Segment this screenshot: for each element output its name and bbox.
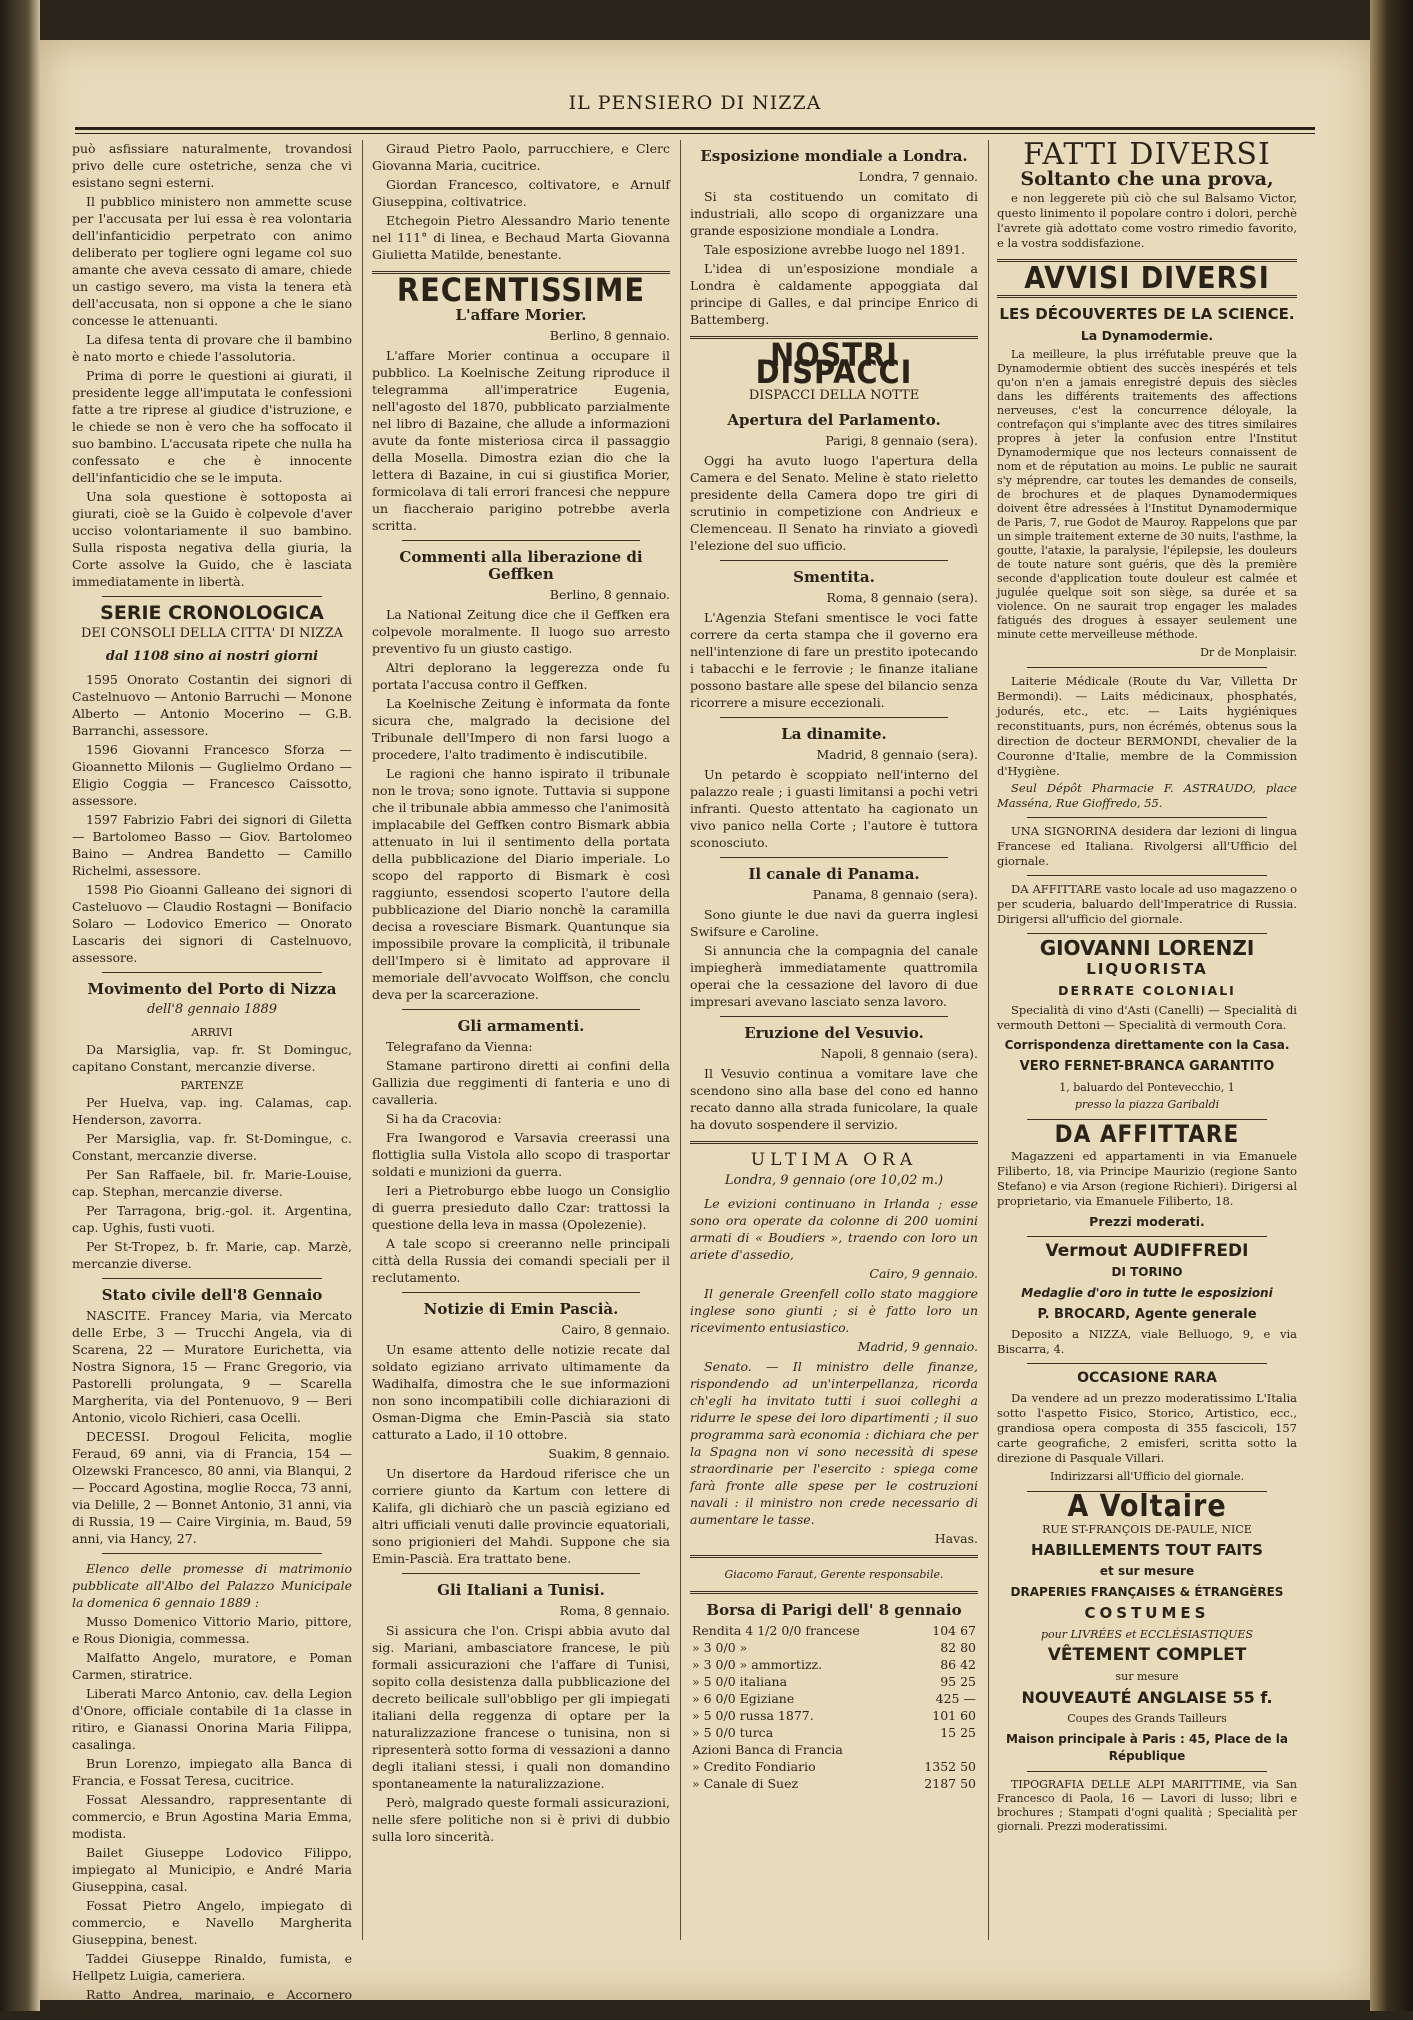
- article-text: Ieri a Pietroburgo ebbe luogo un Consiglio di guerra presieduto dallo Czar: trattossi la questione della leva in massa (Opolezenie).: [372, 1183, 670, 1232]
- table-row: [690, 1673, 978, 1690]
- list-item: Liberati Marco Antonio, cav. della Legion d'Onore, officiale contabile di 1a classe in ritiro, e Gianassi Onorina Maria Filippa, casalinga.: [72, 1686, 352, 1752]
- ad-subheading: La Dynamodermie.: [1080, 328, 1214, 343]
- table-cell: 2187 50: [924, 1776, 976, 1791]
- header-rule: [75, 127, 1315, 130]
- article-text: Prima di porre le questioni ai giurati, il presidente legge all'imputata le confessioni fatte a tre riprese al giudice d'istruzione, e le chiede se non è vero che ha soffocato il suo bambino. L'accusata ripete che nulla ha confessato e che è innocente dell'infanticidio che se le imputa.: [72, 368, 352, 485]
- list-item: Bailet Giuseppe Lodovico Filippo, impiegato al Municipio, e André Maria Giuseppina, casal.: [72, 1845, 352, 1894]
- page-edge-left: [0, 0, 40, 2011]
- ad-text: Laiterie Médicale (Route du Var, Villetta Dr Bermondi). — Laits médicinaux, phosphatés, jodurés, etc., etc. — Laits hygiéniques reconstituants, purs, non écrémés, obtenus sous la direction de docteur BERMONDI, chevalier de la Couronne d'Italie, membre de la Commission d'Hygiène.: [997, 674, 1297, 778]
- separator: [102, 1553, 322, 1554]
- stock-table: [690, 1622, 978, 1792]
- section-subtitle: dal 1108 sino ai nostri giorni: [105, 649, 319, 664]
- ad-text: Prezzi moderati.: [1089, 1214, 1205, 1229]
- article-text: La difesa tenta di provare che il bambino è nato morto e chiede l'assolutoria.: [72, 332, 352, 364]
- separator: [1027, 1363, 1267, 1364]
- article-text: Si sta costituendo un comitato di industriali, allo scopo di organizzare una grande esposizione mondiale a Londra.: [690, 189, 978, 238]
- ad-text: COSTUMES: [1084, 1604, 1210, 1622]
- table-row: [690, 1639, 978, 1656]
- separator: [690, 1555, 978, 1558]
- ad-text: HABILLEMENTS TOUT FAITS: [1031, 1541, 1263, 1559]
- page-edge-right: [1370, 0, 1413, 2011]
- ad-text: Da vendere ad un prezzo moderatissimo L'Italia sotto l'aspetto Fisico, Storico, Artistico, ecc., grandiosa opera composta di 355 fascicoli, 157 carte geografiche, 2 emisferi, scritta sotto la direzione di Pasquale Villari.: [997, 1391, 1297, 1465]
- article-title: Smentita.: [793, 568, 875, 586]
- article-text: Telegrafano da Vienna:: [386, 1039, 533, 1054]
- table-cell: » Canale di Suez: [692, 1776, 799, 1791]
- table-row: [690, 1724, 978, 1741]
- separator: [720, 717, 948, 718]
- article-title: Gli armamenti.: [457, 1017, 585, 1035]
- list-item: Per Tarragona, brig.-gol. it. Argentina, cap. Ughis, fusti vuoti.: [72, 1203, 352, 1235]
- list-item: Fossat Alessandro, rappresentante di commercio, e Brun Agostina Maria Emma, modista.: [72, 1792, 352, 1841]
- ad-heading: Soltanto che una prova,: [1020, 168, 1274, 190]
- ad-text: e non leggerete più ciò che sul Balsamo Victor, questo linimento il popolare contro i dolori, perchè l'avrete già adottato come vostro rimedio favorito, e la vostra soddisfazione.: [997, 191, 1297, 250]
- ad-text: Maison principale à Paris : 45, Place de la République: [1006, 1732, 1288, 1763]
- section-title: ULTIMA ORA: [750, 1150, 918, 1170]
- article-title: Eruzione del Vesuvio.: [744, 1024, 924, 1042]
- table-cell: Azioni Banca di Francia: [692, 1742, 843, 1757]
- ad-text: presso la piazza Garibaldi: [1074, 1098, 1220, 1111]
- article-text: Però, malgrado queste formali assicurazioni, nelle sfere politiche non si è privi di dubbio sulla loro sincerità.: [372, 1795, 670, 1844]
- table-cell: » 3 0/0 »: [692, 1640, 748, 1655]
- ad-text: VERO FERNET-BRANCA GARANTITO: [1019, 1059, 1275, 1074]
- separator: [1027, 817, 1267, 818]
- list-item: Brun Lorenzo, impiegato alla Banca di Francia, e Fossat Teresa, cucitrice.: [72, 1756, 352, 1788]
- ad-heading: Vermout AUDIFFREDI: [1045, 1241, 1249, 1261]
- separator: [102, 972, 322, 973]
- ad-text: P. BROCARD, Agente generale: [1037, 1307, 1257, 1322]
- ad-text: RUE ST-FRANÇOIS DE-PAULE, NICE: [1042, 1523, 1252, 1536]
- section-title: AVVISI DIVERSI: [1024, 261, 1270, 296]
- newspaper-header: IL PENSIERO DI NIZZA: [568, 92, 822, 114]
- article-text: Un petardo è scoppiato nell'interno del palazzo reale ; i guasti limitansi a pochi vetri infranti. Questo attentato ha cagionato un vivo panico nella Corte ; l'autore è tuttora sconosciuto.: [690, 767, 978, 850]
- list-item: Per San Raffaele, bil. fr. Marie-Louise, cap. Stephan, mercanzie diverse.: [72, 1167, 352, 1199]
- article-text: Un disertore da Hardoud riferisce che un corriere giunto da Kartum con lettere di Kalifa, gli dichiarò che un pascià egiziano ed altri ufficiali venuti dalle provincie equatoriali, sono prigionieri del Mahdi. Suppone che sia Emin-Pascià. Era trattato bene.: [372, 1466, 670, 1566]
- separator: [402, 1292, 640, 1293]
- table-cell: 1352 50: [924, 1759, 976, 1774]
- article-text: Elenco delle promesse di matrimonio pubblicate all'Albo del Palazzo Municipale la domenica 6 gennaio 1889 :: [72, 1561, 352, 1610]
- table-row: [690, 1622, 978, 1639]
- dateline: Cairo, 8 gennaio.: [561, 1322, 670, 1337]
- separator: [1027, 667, 1267, 668]
- article-text: Oggi ha avuto luogo l'apertura della Camera e del Senato. Meline è stato rieletto presidente della Camera dopo tre giri di scrutinio in competizione con Andrieux e Clemenceau. Il Senato ha rinviato a giovedì l'elezione del suo ufficio.: [690, 453, 978, 553]
- table-cell: 95 25: [940, 1674, 976, 1689]
- column-4: [997, 137, 1297, 1960]
- list-item: Etchegoin Pietro Alessandro Mario tenente nel 111° di linea, e Bechaud Marta Giovanna Giulietta Matilde, benestante.: [372, 213, 670, 262]
- article-text: Un esame attento delle notizie recate dal soldato egiziano arrivato ultimamente da Wadihalfa, dimostra che le sue informazioni non sono incompatibili colle dichiarazioni di Osman-Digma che Emin-Pascià sia stato catturato a Lado, il 10 ottobre.: [372, 1342, 670, 1442]
- ad-text: Indirizzarsi all'Ufficio del giornale.: [1049, 1470, 1245, 1483]
- article-text: Si assicura che l'on. Crispi abbia avuto dal sig. Mariani, ambasciatore francese, le più formali assicurazioni che l'affare di Tunisi, sopito colla desistenza dalla pubblicazione del decreto beilicale sull'obbligo per gli impiegati italiani della reggenza di optare per la naturalizzazione francese o tunisina, non si ripresenterà sotto forma di vessazioni a danno degli italiani stessi, i quali non domandino spontaneamente la naturalizzazione.: [372, 1623, 670, 1791]
- separator: [402, 540, 640, 541]
- article-text: Fra Iwangorod e Varsavia creerassi una flottiglia sulla Vistola allo scopo di trasportar soldati e munizioni da guerra.: [372, 1130, 670, 1179]
- ad-text: DRAPERIES FRANÇAISES & ÉTRANGÈRES: [1010, 1585, 1284, 1599]
- article-text: Stamane partirono diretti ai confini della Gallizia due reggimenti di fanteria e uno di cavalleria.: [372, 1058, 670, 1107]
- table-cell: » 5 0/0 russa 1877.: [692, 1708, 814, 1723]
- article-text: Si ha da Cracovia:: [386, 1111, 502, 1126]
- article-text: NASCITE. Francey Maria, via Mercato delle Erbe, 3 — Trucchi Angela, via di Scarena, 22 — Muratore Eurichetta, via Nostra Signora, 15 — Franc Gregorio, via Pastorelli prolungata, 9 — Scarella Margherita, via del Pontenuovo, 9 — Beri Antonio, vicolo Richieri, casa Ocelli.: [72, 1308, 352, 1425]
- separator: [690, 1591, 978, 1594]
- ad-text: pour LIVRÉES et ECCLÉSIASTIQUES: [1041, 1628, 1253, 1641]
- ad-text: Seul Dépôt Pharmacie F. ASTRAUDO, place Masséna, Rue Gioffredo, 55.: [997, 781, 1297, 810]
- article-title: La dinamite.: [781, 725, 887, 743]
- ad-subheading: DI TORINO: [1111, 1265, 1183, 1279]
- table-cell: » Credito Fondiario: [692, 1759, 816, 1774]
- article-text: DECESSI. Drogoul Felicita, moglie Feraud, 69 anni, via di Francia, 154 — Olzewski Francesco, 80 anni, via Blanqui, 2 — Poccard Agostina, moglie Rocca, 73 anni, via Delille, 2 — Bonnet Antonio, 31 anni, via di Russia, 19 — Caire Virginia, m. Baud, 59 anni, via Hancy, 27.: [72, 1429, 352, 1546]
- signature: Havas.: [934, 1531, 978, 1546]
- column-2: [372, 140, 670, 1960]
- article-title: Apertura del Parlamento.: [727, 411, 941, 429]
- table-row: [690, 1741, 978, 1758]
- article-title: L'affare Morier.: [455, 306, 587, 324]
- dateline: Roma, 8 gennaio (sera).: [826, 590, 978, 605]
- list-item: Giraud Pietro Paolo, parrucchiere, e Clerc Giovanna Maria, cucitrice.: [372, 141, 670, 173]
- article-text: Una sola questione è sottoposta ai giurati, cioè se la Guido è colpevole d'aver ucciso volontariamente il suo bambino. Sulla risposta negativa della giuria, la Corte assolve la Guido, che è lasciata immediatamente in libertà.: [72, 489, 352, 589]
- table-cell: 104 67: [932, 1623, 976, 1638]
- dateline: Parigi, 8 gennaio (sera).: [825, 433, 978, 448]
- section-title: Stato civile dell'8 Gennaio: [101, 1286, 323, 1304]
- section-subtitle: DISPACCI DELLA NOTTE: [748, 388, 920, 403]
- table-cell: 15 25: [940, 1725, 976, 1740]
- price: 55 f.: [1232, 1688, 1273, 1707]
- list-item: Malfatto Angelo, muratore, e Poman Carmen, stiratrice.: [72, 1650, 352, 1682]
- signature: Dr de Monplaisir.: [1200, 646, 1297, 659]
- separator: [1027, 1236, 1267, 1237]
- table-row: [690, 1690, 978, 1707]
- ad-text: sur mesure: [1115, 1670, 1179, 1683]
- separator: [1027, 1771, 1267, 1772]
- dateline: Berlino, 8 gennaio.: [549, 587, 670, 602]
- table-cell: Rendita 4 1/2 0/0 francese: [692, 1623, 860, 1638]
- gerente-line: Giacomo Faraut, Gerente responsabile.: [724, 1568, 944, 1581]
- article-text: L'Agenzia Stefani smentisce le voci fatte correre da certa stampa che il governo era nell'intenzione di fare un prestito ipotecando i tabacchi e le ferrovie ; le finanze italiane possono bastare alle spese del bilancio senza ricorrere a misure eccezionali.: [690, 610, 978, 710]
- table-cell: [907, 1741, 978, 1758]
- list-item: 1597 Fabrizio Fabri dei signori di Giletta — Bartolomeo Basso — Giov. Bartolomeo Baino — Andrea Bandetto — Camillo Richelmi, assessore.: [72, 812, 352, 878]
- article-text: Si annuncia che la compagnia del canale impiegherà immediatamente quattromila operai che la cessazione del lavoro di due impresari avevano lasciato senza lavoro.: [690, 943, 978, 1009]
- article-text: A tale scopo si creeranno nelle principali città della Russia dei comandi speciali per il reclutamento.: [372, 1236, 670, 1285]
- list-item: Ratto Andrea, marinaio, e Accornero Maria Teresa, serva.: [72, 1987, 352, 2019]
- list-item: Musso Domenico Vittorio Mario, pittore, e Rous Dionigia, commessa.: [72, 1614, 352, 1646]
- dateline: Suakim, 8 gennaio.: [548, 1446, 670, 1461]
- article-title: Esposizione mondiale a Londra.: [700, 147, 968, 165]
- section-date: dell'8 gennaio 1889: [146, 1002, 278, 1017]
- ad-text: 1, baluardo del Pontevecchio, 1: [1059, 1081, 1235, 1094]
- dateline: Madrid, 9 gennaio.: [857, 1339, 978, 1354]
- article-text: Senato. — Il ministro delle finanze, rispondendo ad un'interpellanza, ricorda ch'egli ha invitato tutti i suoi colleghi a ridurre le spese dei loro dipartimenti ; il suo programma sarà economia : dichiara che per la Spagna non vi sono necessità di spese straordinarie per l'esercito : spiega come farà fronte alle spese per le costruzioni navali : il ministro non crede necessario di aumentare le tasse.: [690, 1359, 978, 1527]
- article-title: Gli Italiani a Tunisi.: [437, 1581, 605, 1599]
- subheading: PARTENZE: [180, 1079, 244, 1092]
- column-1: [72, 140, 352, 2019]
- article-text: Altri deplorano la leggerezza onde fu portata l'accusa contro il Geffken.: [372, 660, 670, 692]
- ad-text: [997, 1689, 1297, 1706]
- list-item: Per Marsiglia, vap. fr. St-Domingue, c. Constant, mercanzie diverse.: [72, 1131, 352, 1163]
- dateline: Panama, 8 gennaio (sera).: [812, 887, 978, 902]
- article-title: Il canale di Panama.: [748, 865, 920, 883]
- ad-text: VÊTEMENT COMPLET: [1047, 1645, 1247, 1665]
- table-cell: » 5 0/0 turca: [692, 1725, 774, 1740]
- table-cell: 425 —: [935, 1691, 976, 1706]
- table-row: [690, 1656, 978, 1673]
- separator: [102, 1278, 322, 1279]
- article-text: Sono giunte le due navi da guerra inglesi Swifsure e Caroline.: [690, 907, 978, 939]
- list-item: 1595 Onorato Costantin dei signori di Castelnuovo — Antonio Barruchi — Monone Alberto — Antonio Mocerino — G.B. Barranchi, assessore.: [72, 672, 352, 738]
- ad-text: TIPOGRAFIA DELLE ALPI MARITTIME, via San Francesco di Paola, 16 — Lavori di lusso; libri e brochures ; Stampati d'ogni qualità ; Specialità per giornali. Prezzi moderatissimi.: [997, 1778, 1297, 1833]
- list-item: Fossat Pietro Angelo, impiegato di commercio, e Navello Margherita Giuseppina, benest.: [72, 1898, 352, 1947]
- list-item: Giordan Francesco, coltivatore, e Arnulf Giuseppina, coltivatrice.: [372, 177, 670, 209]
- separator: [102, 596, 322, 597]
- article-text: La Koelnische Zeitung è informata da fonte sicura che, malgrado la decisione del Tribunale dell'Impero di non farsi luogo a procedere, l'alto tradimento è indiscutibile.: [372, 696, 670, 762]
- separator: [690, 1141, 978, 1144]
- table-cell: » 5 0/0 italiana: [692, 1674, 788, 1689]
- ad-text: DA AFFITTARE vasto locale ad uso magazzeno o per scuderia, baluardo dell'Imperatrice di Russia. Dirigersi all'ufficio del giornale.: [997, 882, 1297, 926]
- column-divider: [362, 140, 363, 1940]
- article-text: L'affare Morier continua a occupare il pubblico. La Koelnische Zeitung riproduce il telegramma all'imperatrice Eugenia, nell'agosto del 1870, pubblicato parzialmente nel libro di Bazaine, che allude a informazioni avute da fonte misteriosa circa il passaggio della Mosella. Dimostra ezian dio che la lettera di Bazaine, in cui si giustifica Morier, formicolava di tali errori francesi che neppure un fiaccheraio parigino potrebbe averla scritta.: [372, 348, 670, 533]
- ad-text: UNA SIGNORINA desidera dar lezioni di lingua Francese ed Italiana. Rivolgersi all'Ufficio del giornale.: [997, 824, 1297, 868]
- section-title: RECENTISSIME: [396, 271, 646, 309]
- section-title: FATTI DIVERSI: [1023, 137, 1271, 172]
- table-row: [690, 1775, 978, 1792]
- column-3: [690, 140, 978, 1960]
- dateline: Roma, 8 gennaio.: [559, 1603, 670, 1618]
- list-item: 1596 Giovanni Francesco Sforza — Gioannetto Milonis — Guglielmo Ordano — Eligio Coggia — Francesco Caissotto, assessore.: [72, 742, 352, 808]
- table-cell: 86 42: [940, 1657, 976, 1672]
- dateline: Londra, 7 gennaio.: [858, 169, 978, 184]
- list-item: Per St-Tropez, b. fr. Marie, cap. Marzè, mercanzie diverse.: [72, 1239, 352, 1271]
- ad-heading: LES DÉCOUVERTES DE LA SCIENCE.: [999, 305, 1295, 323]
- ad-text: Coupes des Grands Tailleurs: [1067, 1712, 1227, 1725]
- article-title: Notizie di Emin Pascià.: [423, 1300, 619, 1318]
- ad-heading: OCCASIONE RARA: [1077, 1370, 1217, 1386]
- table-cell: » 6 0/0 Egiziane: [692, 1691, 795, 1706]
- dateline: Londra, 9 gennaio (ore 10,02 m.): [724, 1173, 944, 1188]
- article-text: Il pubblico ministero non ammette scuse per l'accusata per lui essa è rea volontaria dell'infanticidio perpetrato con animo deliberato per togliere ogni legame col suo amante che aveva cessato di amare, chiede un castigo severo, ma vista la tenera età dell'accusata, non si oppone a che le siano concesse le attenuanti.: [72, 194, 352, 328]
- ad-text: Corrispondenza direttamente con la Casa.: [1004, 1038, 1290, 1052]
- table-row: [690, 1707, 978, 1724]
- table-cell: 82 80: [940, 1640, 976, 1655]
- dateline: Napoli, 8 gennaio (sera).: [820, 1046, 978, 1061]
- ad-text: et sur mesure: [1099, 1564, 1195, 1578]
- column-divider: [988, 140, 989, 1940]
- separator: [1027, 875, 1267, 876]
- separator: [720, 1016, 948, 1017]
- article-text: può asfissiare naturalmente, trovandosi privo delle cure ostetriche, senza che vi esistano segni esterni.: [72, 141, 352, 190]
- article-text: Il Vesuvio continua a vomitare lave che scendono sino alla base del cono ed hanno recato danno alla strada funicolare, la quale ha dovuto sospendere il servizio.: [690, 1066, 978, 1132]
- ad-subheading: DERRATE COLONIALI: [1058, 983, 1236, 998]
- subheading: ARRIVI: [191, 1026, 233, 1039]
- ad-text: Magazzeni ed appartamenti in via Emanuele Filiberto, 18, via Principe Maurizio (regione Santo Stefano) e via Arson (regione Richieri). Dirigersi al proprietario, via Emanuele Filiberto, 18.: [997, 1149, 1297, 1208]
- ad-heading: GIOVANNI LORENZI: [1039, 936, 1255, 960]
- ad-text: Medaglie d'oro in tutte le esposizioni: [1021, 1286, 1273, 1300]
- article-title: Commenti alla liberazione di Geffken: [399, 548, 643, 583]
- ad-text: La meilleure, la plus irréfutable preuve que la Dynamodermie obtient des succès inespérés et tels qu'on n'en a jamais enregistré depuis des siècles dans les différents traitements des affections nerveuses, c'est la concurrence déloyale, la contrefaçon qui s'implante avec des titres similaires propres à jeter la confusion entre l'Institut Dynamodermique que nos lecteurs connaissent de nom et de réputation au moins. Le public ne saurait s'y méprendre, car toutes les demandes de conseils, de brochures et de plaques Dynamodermiques doivent être adressées à l'Institut Dynamodermique de Paris, 7, rue Godot de Mauroy. Rappelons que par un simple traitement externe de 30 nuits, l'asthme, la goutte, l'ataxie, la paralysie, l'épilepsie, les douleurs de toute nature sont guéris, que dès la première seconde d'application toute douleur est calmée et jugulée quelque soit son siège, sa durée et sa violence. On ne saurait trop engager les malades fatigués des drogues à essayer seulement une minute cette merveilleuse méthode.: [997, 348, 1297, 641]
- list-item: 1598 Pio Gioanni Galleano dei signori di Casteluovo — Claudio Rostagni — Bonifacio Solaro — Lodovico Emerico — Onorato Lascaris dei signori di Castelnuovo, assessore.: [72, 882, 352, 965]
- separator: [402, 1573, 640, 1574]
- section-title: SERIE CRONOLOGICA: [100, 602, 324, 624]
- ad-heading: A Voltaire: [1067, 1489, 1227, 1524]
- ad-text: Deposito a NIZZA, viale Belluogo, 9, e via Biscarra, 4.: [997, 1327, 1297, 1356]
- ad-text: Specialità di vino d'Asti (Canelli) — Specialità di vermouth Dettoni — Specialità di vermouth Cora.: [997, 1003, 1297, 1032]
- list-item: Taddei Giuseppe Rinaldo, fumista, e Hellpetz Luigia, cameriera.: [72, 1951, 352, 1983]
- header-rule-thin: [75, 133, 1315, 134]
- ad-heading: DA AFFITTARE: [1054, 1120, 1240, 1148]
- article-text: L'idea di un'esposizione mondiale a Londra è caldamente appoggiata dal principe di Galles, e dal principe Enrico di Battemberg.: [690, 261, 978, 327]
- article-text: Il generale Greenfell collo stato maggiore inglese sono giunti ; si è fatto loro un ricevimento entusiastico.: [690, 1286, 978, 1335]
- ad-subheading: LIQUORISTA: [1086, 960, 1208, 978]
- article-text: Le evizioni continuano in Irlanda ; esse sono ora operate da colonne di 200 uomini armati di « Boudiers », traendo con loro un ariete d'assedio,: [690, 1196, 978, 1262]
- article-text: Le ragioni che hanno ispirato il tribunale non le trova; sono ignote. Tuttavia si suppone che il tribunale abbia ammesso che l'animosità implacabile del Geffken contro Bismark abbia attenuato in lui il sentimento della portata della pubblicazione del Diario imperiale. Lo scopo del rapporto di Bismark è così raggiunto, essendosi scoperto l'autore della pubblicazione del Diario nonchè la caramilla decisa a rovesciare Bismark. Quantunque sia impossibile provare la complicità, il tribunale dell'Impero si è limitato ad approvare il memoriale dell'avvocato Wolffson, che conclu deva per la scarcerazione.: [372, 766, 670, 1002]
- separator: [402, 1009, 640, 1010]
- column-divider: [680, 140, 681, 1940]
- section-title: Movimento del Porto di Nizza: [87, 980, 337, 998]
- section-title: Borsa di Parigi dell' 8 gennaio: [706, 1601, 962, 1619]
- ad-text: NOUVEAUTÉ ANGLAISE: [1021, 1688, 1227, 1707]
- dateline: Madrid, 8 gennaio (sera).: [816, 747, 978, 762]
- article-text: Tale esposizione avrebbe luogo nel 1891.: [704, 242, 966, 257]
- list-item: Da Marsiglia, vap. fr. St Dominguc, capitano Constant, mercanzie diverse.: [72, 1042, 352, 1074]
- table-row: [690, 1758, 978, 1775]
- list-item: Per Huelva, vap. ing. Calamas, cap. Henderson, zavorra.: [72, 1095, 352, 1127]
- table-cell: » 3 0/0 » ammortizz.: [692, 1657, 823, 1672]
- section-subtitle: DEI CONSOLI DELLA CITTA' DI NIZZA: [80, 626, 344, 641]
- separator: [720, 560, 948, 561]
- separator: [720, 857, 948, 858]
- table-cell: 101 60: [932, 1708, 976, 1723]
- dateline: Berlino, 8 gennaio.: [549, 328, 670, 343]
- newspaper-page: [40, 40, 1370, 2019]
- article-text: La National Zeitung dice che il Geffken era colpevole moralmente. Il luogo suo arresto preventivo fu un giusto castigo.: [372, 607, 670, 656]
- dateline: Cairo, 9 gennaio.: [869, 1266, 978, 1281]
- separator: [1027, 933, 1267, 934]
- section-title: NOSTRI DISPACCI: [755, 336, 913, 391]
